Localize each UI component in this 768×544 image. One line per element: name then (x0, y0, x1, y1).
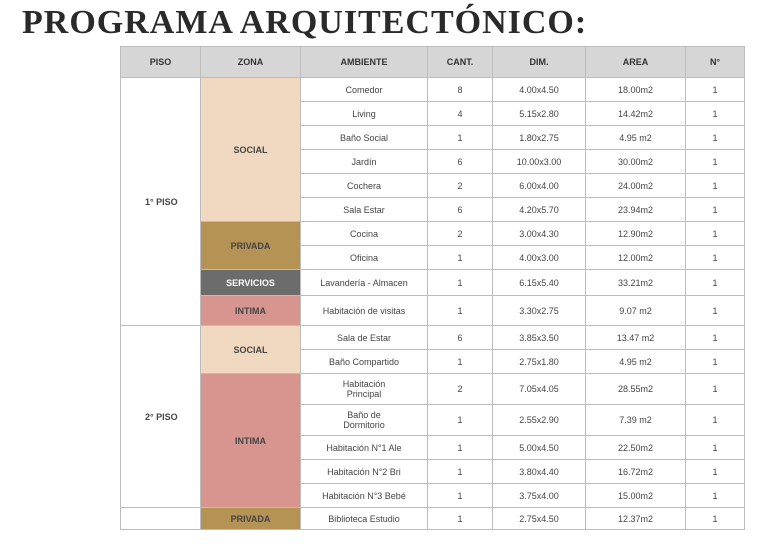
cell-dim: 3.85x3.50 (493, 326, 586, 350)
cell-dim: 4.00x3.00 (493, 246, 586, 270)
cell-dim: 6.00x4.00 (493, 174, 586, 198)
cell-dim: 2.75x4.50 (493, 508, 586, 530)
header-area: AREA (586, 47, 686, 78)
cell-cant: 1 (428, 405, 493, 436)
cell-area: 33.21m2 (586, 270, 686, 296)
cell-n: 1 (686, 350, 745, 374)
cell-ambiente: Jardín (301, 150, 428, 174)
cell-cant: 1 (428, 460, 493, 484)
cell-dim: 4.20x5.70 (493, 198, 586, 222)
cell-ambiente: Habitación N°1 Ale (301, 436, 428, 460)
cell-area: 14.42m2 (586, 102, 686, 126)
piso-empty (121, 508, 201, 530)
cell-area: 15.00m2 (586, 484, 686, 508)
cell-dim: 3.75x4.00 (493, 484, 586, 508)
cell-dim: 5.00x4.50 (493, 436, 586, 460)
zona-privada-1: PRIVADA (201, 222, 301, 270)
cell-area: 4.95 m2 (586, 350, 686, 374)
piso-1-label: 1° PISO (121, 78, 201, 326)
cell-cant: 1 (428, 508, 493, 530)
cell-area: 4.95 m2 (586, 126, 686, 150)
cell-area: 28.55m2 (586, 374, 686, 405)
cell-cant: 1 (428, 246, 493, 270)
header-n: N° (686, 47, 745, 78)
table-row (121, 508, 745, 530)
table-row (121, 296, 745, 326)
cell-n: 1 (686, 508, 745, 530)
page-title: PROGRAMA ARQUITECTÓNICO: (22, 4, 588, 41)
table-row (121, 270, 745, 296)
cell-area: 23.94m2 (586, 198, 686, 222)
cell-cant: 6 (428, 326, 493, 350)
cell-n: 1 (686, 405, 745, 436)
cell-area: 22.50m2 (586, 436, 686, 460)
cell-ambiente: Cocina (301, 222, 428, 246)
cell-cant: 6 (428, 198, 493, 222)
cell-area: 16.72m2 (586, 460, 686, 484)
cell-n: 1 (686, 484, 745, 508)
cell-cant: 1 (428, 126, 493, 150)
cell-ambiente: Baño Compartido (301, 350, 428, 374)
cell-n: 1 (686, 126, 745, 150)
cell-n: 1 (686, 246, 745, 270)
header-dim: DIM. (493, 47, 586, 78)
program-table (120, 46, 745, 530)
cell-area: 13.47 m2 (586, 326, 686, 350)
header-ambiente: AMBIENTE (301, 47, 428, 78)
cell-n: 1 (686, 460, 745, 484)
cell-ambiente: Comedor (301, 78, 428, 102)
cell-dim: 5.15x2.80 (493, 102, 586, 126)
table-row (121, 78, 745, 102)
cell-cant: 4 (428, 102, 493, 126)
cell-ambiente: Habitación Principal (301, 374, 428, 405)
cell-n: 1 (686, 78, 745, 102)
cell-ambiente: Sala Estar (301, 198, 428, 222)
cell-ambiente: Cochera (301, 174, 428, 198)
cell-n: 1 (686, 270, 745, 296)
cell-area: 18.00m2 (586, 78, 686, 102)
cell-area: 7.39 m2 (586, 405, 686, 436)
zona-social-2: SOCIAL (201, 326, 301, 374)
cell-cant: 2 (428, 174, 493, 198)
cell-cant: 2 (428, 374, 493, 405)
cell-n: 1 (686, 222, 745, 246)
cell-dim: 4.00x4.50 (493, 78, 586, 102)
cell-dim: 1.80x2.75 (493, 126, 586, 150)
cell-area: 24.00m2 (586, 174, 686, 198)
header-cant: CANT. (428, 47, 493, 78)
cell-dim: 2.55x2.90 (493, 405, 586, 436)
table-row (121, 326, 745, 350)
cell-cant: 2 (428, 222, 493, 246)
zona-social-1: SOCIAL (201, 78, 301, 222)
cell-area: 9.07 m2 (586, 296, 686, 326)
cell-area: 12.90m2 (586, 222, 686, 246)
cell-cant: 1 (428, 484, 493, 508)
cell-dim: 7.05x4.05 (493, 374, 586, 405)
cell-ambiente: Baño Social (301, 126, 428, 150)
cell-dim: 3.80x4.40 (493, 460, 586, 484)
cell-ambiente: Habitación N°2 Bri (301, 460, 428, 484)
zona-privada-2: PRIVADA (201, 508, 301, 530)
cell-ambiente: Baño de Dormitorio (301, 405, 428, 436)
table-header-row (121, 47, 745, 78)
cell-ambiente: Living (301, 102, 428, 126)
cell-n: 1 (686, 374, 745, 405)
cell-area: 12.00m2 (586, 246, 686, 270)
cell-cant: 1 (428, 350, 493, 374)
cell-ambiente: Habitación N°3 Bebé (301, 484, 428, 508)
table-row (121, 222, 745, 246)
zona-intima-2: INTIMA (201, 374, 301, 508)
cell-ambiente: Lavandería - Almacen (301, 270, 428, 296)
zona-servicios: SERVICIOS (201, 270, 301, 296)
cell-dim: 6.15x5.40 (493, 270, 586, 296)
cell-n: 1 (686, 150, 745, 174)
cell-n: 1 (686, 102, 745, 126)
cell-cant: 8 (428, 78, 493, 102)
cell-n: 1 (686, 436, 745, 460)
cell-dim: 3.00x4.30 (493, 222, 586, 246)
piso-2-label: 2° PISO (121, 326, 201, 508)
cell-dim: 2.75x1.80 (493, 350, 586, 374)
cell-n: 1 (686, 198, 745, 222)
cell-ambiente: Sala de Estar (301, 326, 428, 350)
zona-intima-1: INTIMA (201, 296, 301, 326)
header-piso: PISO (121, 47, 201, 78)
cell-cant: 1 (428, 270, 493, 296)
cell-dim: 3.30x2.75 (493, 296, 586, 326)
cell-dim: 10.00x3.00 (493, 150, 586, 174)
cell-n: 1 (686, 174, 745, 198)
cell-cant: 1 (428, 296, 493, 326)
cell-area: 12.37m2 (586, 508, 686, 530)
header-zona: ZONA (201, 47, 301, 78)
cell-ambiente: Habitación de visitas (301, 296, 428, 326)
cell-n: 1 (686, 296, 745, 326)
cell-cant: 1 (428, 436, 493, 460)
cell-area: 30.00m2 (586, 150, 686, 174)
table-row (121, 374, 745, 405)
cell-cant: 6 (428, 150, 493, 174)
cell-ambiente: Oficina (301, 246, 428, 270)
cell-ambiente: Biblioteca Estudio (301, 508, 428, 530)
cell-n: 1 (686, 326, 745, 350)
